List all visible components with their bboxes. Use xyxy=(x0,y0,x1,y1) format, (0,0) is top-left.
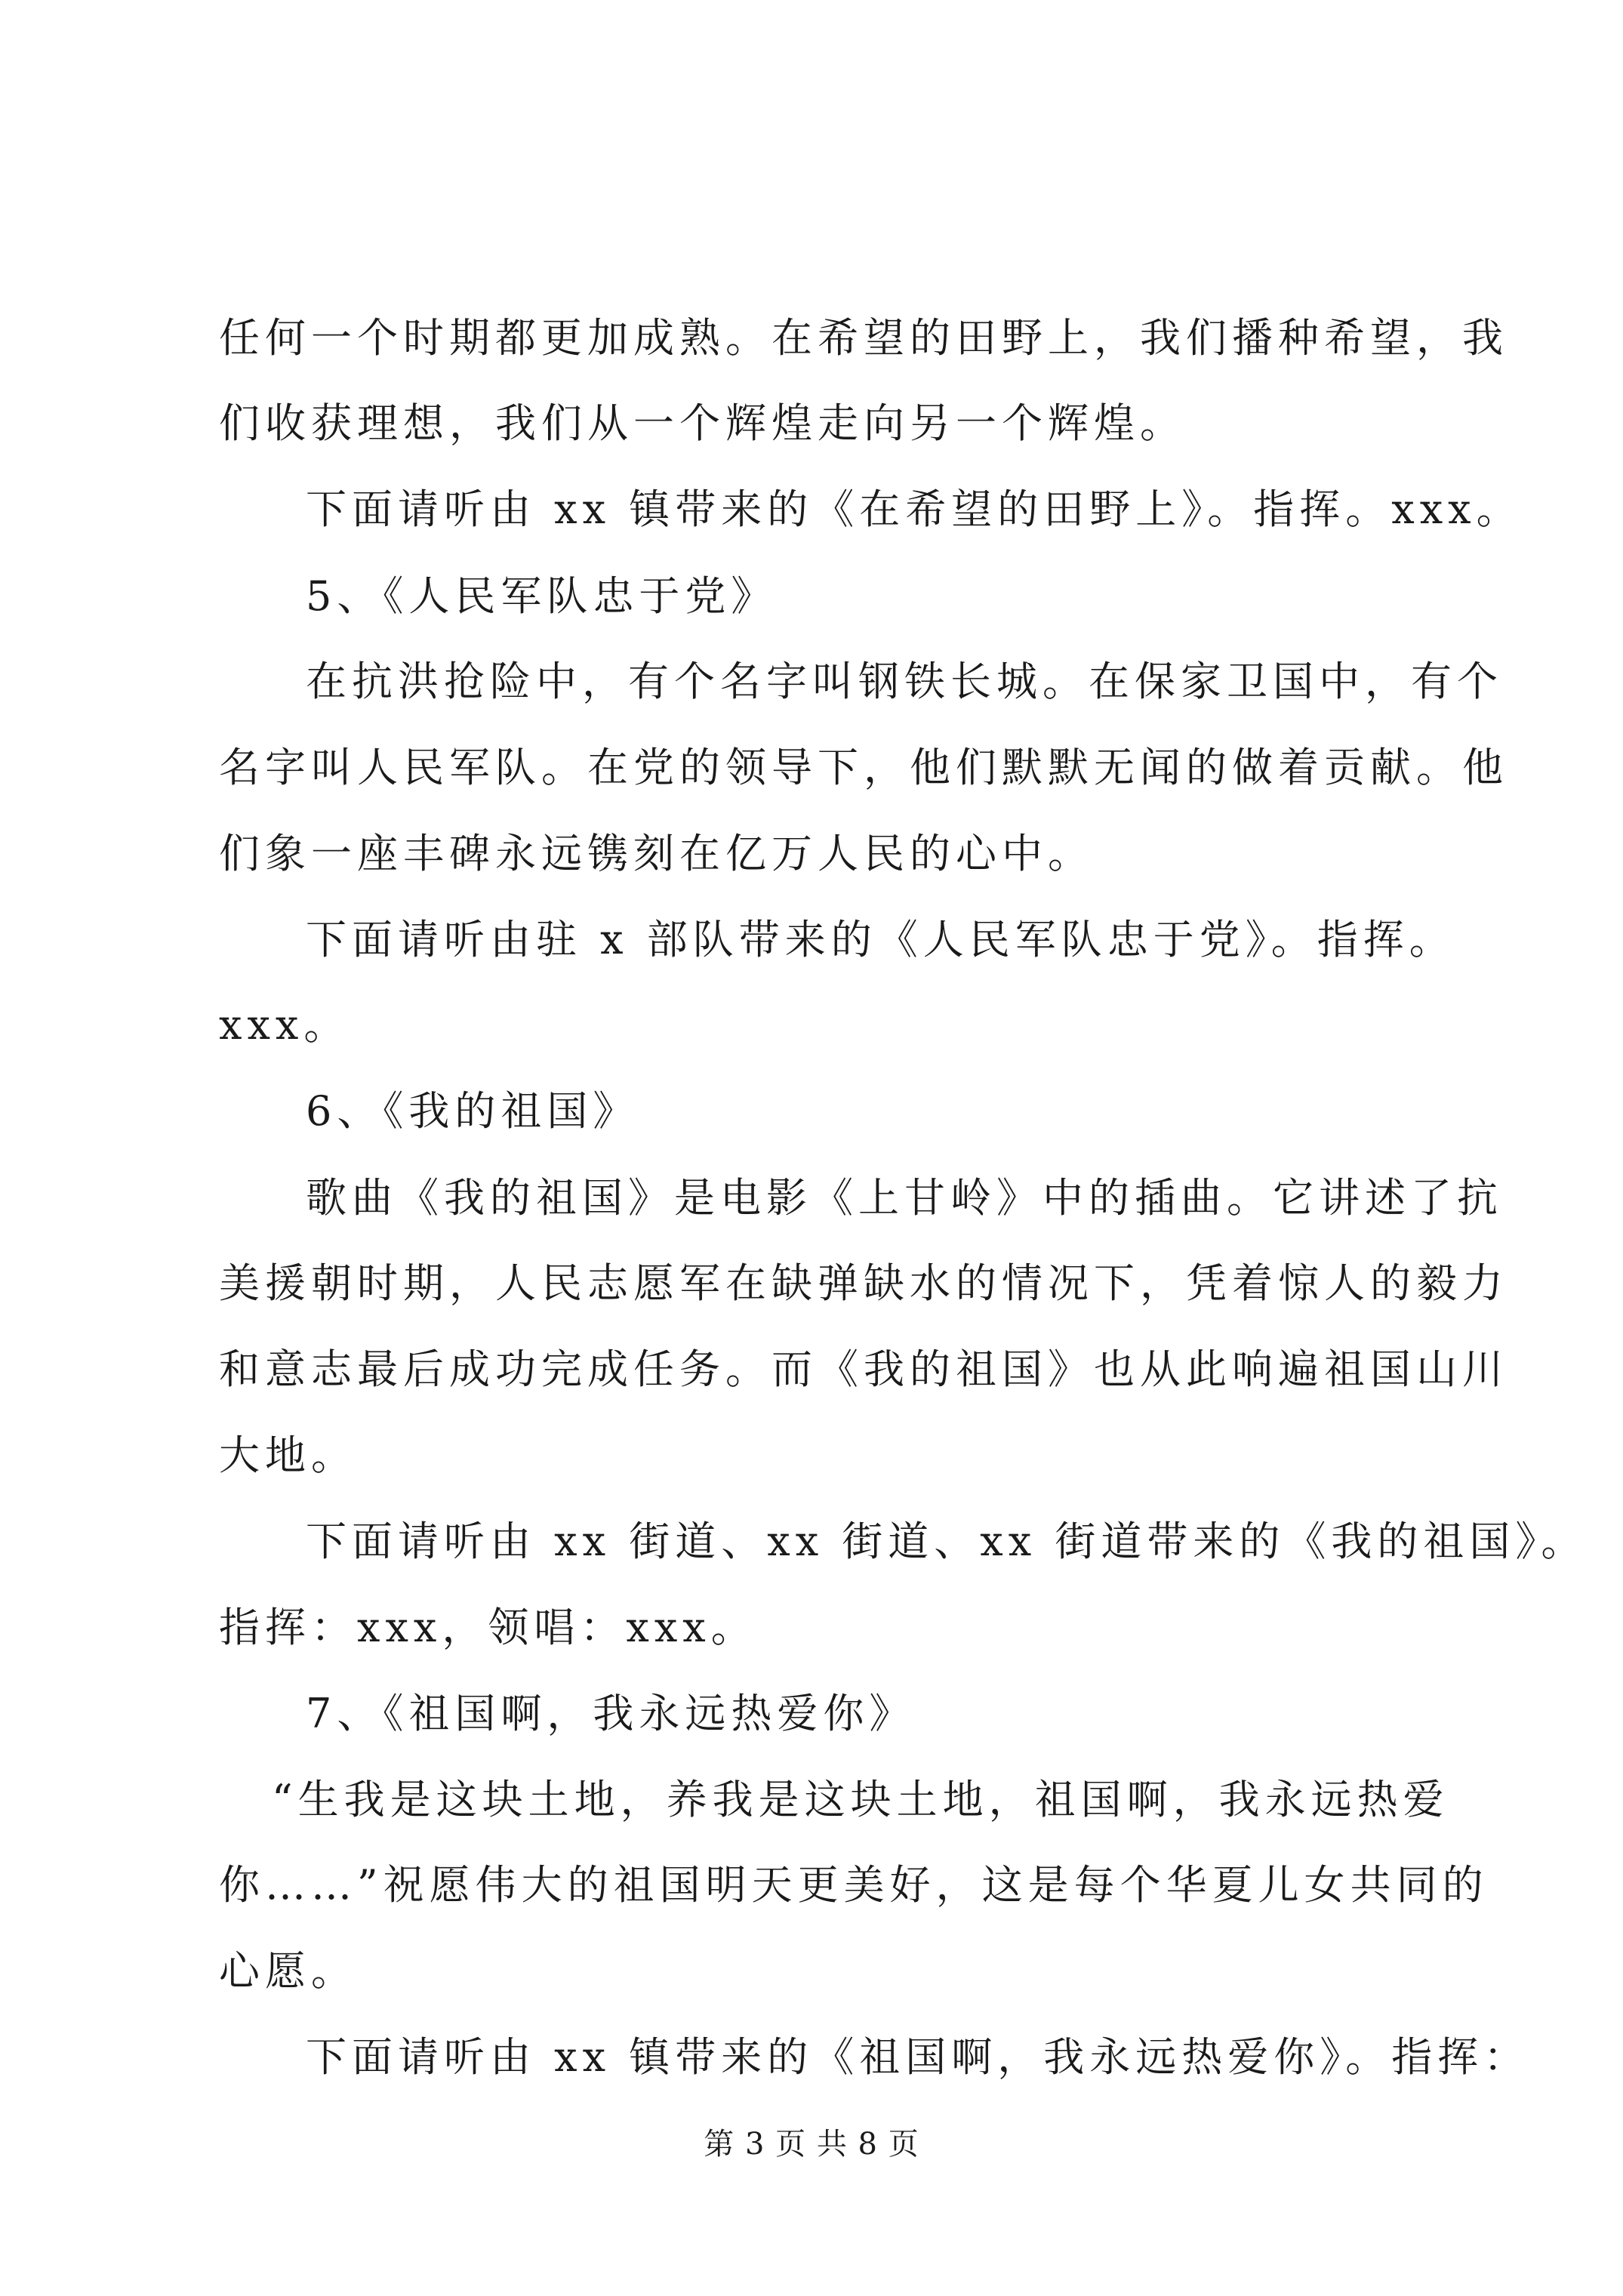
page-footer: 第 3 页 共 8 页 xyxy=(704,2127,919,2162)
paragraph-line: 们象一座丰碑永远镌刻在亿万人民的心中。 xyxy=(219,830,1094,877)
paragraph-line: 你……”祝愿伟大的祖国明天更美好，这是每个华夏儿女共同的 xyxy=(219,1861,1489,1909)
paragraph-line: 们收获理想，我们从一个辉煌走向另一个辉煌。 xyxy=(219,399,1186,447)
section-heading: 6、《我的祖国》 xyxy=(306,1087,639,1135)
paragraph-line: 名字叫人民军队。在党的领导下，他们默默无闻的做着贡献。他 xyxy=(219,744,1508,791)
paragraph-line: 美援朝时期，人民志愿军在缺弹缺水的情况下，凭着惊人的毅力 xyxy=(219,1259,1508,1307)
paragraph-line: 下面请听由 xx 镇带来的《在希望的田野上》。指挥。xxx。 xyxy=(306,485,1523,533)
paragraph-line: 下面请听由 xx 街道、xx 街道、xx 街道带来的《我的祖国》。 xyxy=(306,1518,1588,1565)
paragraph-line: 大地。 xyxy=(219,1432,357,1479)
paragraph-line: 在抗洪抢险中，有个名字叫钢铁长城。在保家卫国中，有个 xyxy=(306,658,1503,705)
paragraph-line: 和意志最后成功完成任务。而《我的祖国》也从此响遍祖国山川 xyxy=(219,1345,1508,1393)
paragraph-line: 任何一个时期都更加成熟。在希望的田野上，我们播种希望，我 xyxy=(219,314,1508,362)
paragraph-line: 下面请听由驻 x 部队带来的《人民军队忠于党》。指挥。 xyxy=(306,916,1455,963)
section-heading: 7、《祖国啊，我永远热爱你》 xyxy=(306,1690,916,1737)
paragraph-line: 下面请听由 xx 镇带来的《祖国啊，我永远热爱你》。指挥： xyxy=(306,2033,1530,2081)
section-heading: 5、《人民军队忠于党》 xyxy=(306,572,778,620)
paragraph-line: “生我是这块土地，养我是这块土地，祖国啊，我永远热爱 xyxy=(272,1776,1449,1823)
paragraph-line: 心愿。 xyxy=(219,1947,357,1995)
paragraph-line: 歌曲《我的祖国》是电影《上甘岭》中的插曲。它讲述了抗 xyxy=(306,1174,1503,1222)
paragraph-line: xxx。 xyxy=(219,1001,350,1049)
paragraph-line: 指挥：xxx，领唱：xxx。 xyxy=(219,1604,757,1651)
